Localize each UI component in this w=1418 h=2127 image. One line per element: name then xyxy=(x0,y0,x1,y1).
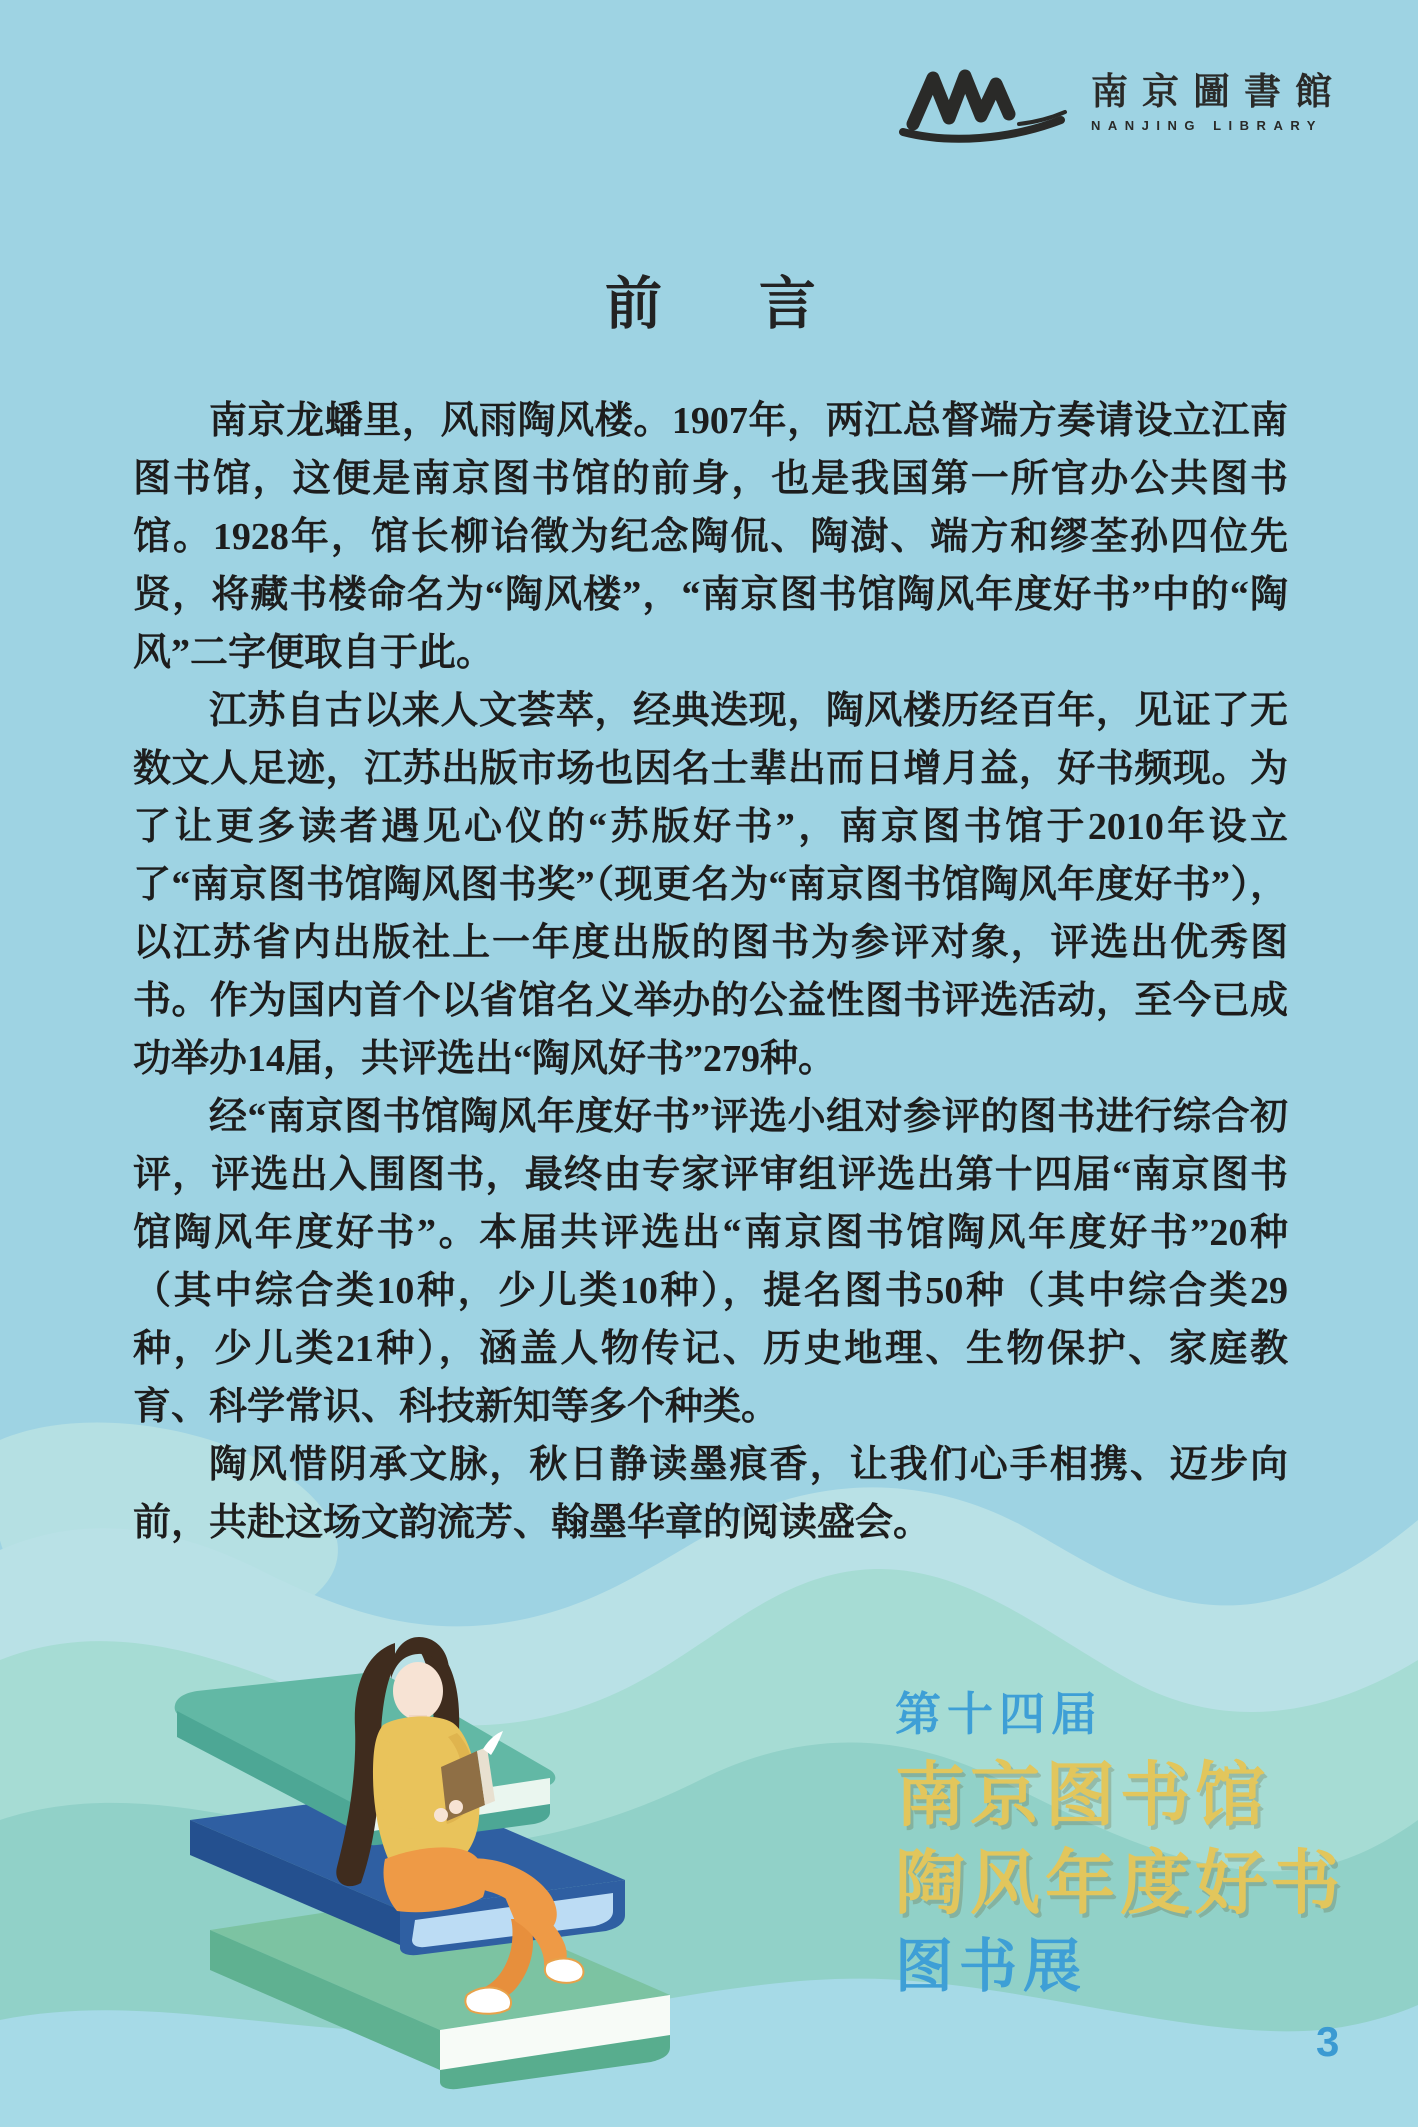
logo-name-cn: 南京圖書館 xyxy=(1091,72,1346,114)
preface-section xyxy=(133,258,1288,1552)
preface-paragraph-4: 陶风惜阴承文脉，秋日静读墨痕香，让我们心手相携、迈步向前，共赴这场文韵流芳、翰墨华章的阅读盛会。 xyxy=(133,1444,1288,1544)
event-name: 陶风年度好书 xyxy=(895,1846,1345,1923)
reading-woman-on-books-illustration xyxy=(85,1565,725,2125)
event-edition: 第十四届 xyxy=(895,1689,1103,1740)
page-number: 3 xyxy=(1316,2018,1340,2065)
page-title: 前 言 xyxy=(605,273,836,336)
brushstroke-icon xyxy=(899,62,1077,144)
nanjing-library-logo xyxy=(899,62,1346,144)
event-organizer: 南京图书馆 xyxy=(895,1758,1270,1835)
preface-paragraph-1: 南京龙蟠里，风雨陶风楼。1907年，两江总督端方奏请设立江南图书馆，这便是南京图书馆的前身，也是我国第一所官办公共图书馆。1928年，馆长柳诒徵为纪念陶侃、陶澍、端方和缪荃孙四位先贤，将藏书楼命名为“陶风楼”，“南京图书馆陶风年度好书”中的“陶风”二字便取自于此。 xyxy=(133,400,1288,674)
event-type: 图书展 xyxy=(895,1934,1088,1999)
logo-name-en: NANJING LIBRARY xyxy=(1091,117,1323,133)
event-title-block xyxy=(895,1689,1345,1999)
preface-paragraph-3: 经“南京图书馆陶风年度好书”评选小组对参评的图书进行综合初评，评选出入围图书，最终由专家评审组评选出第十四届“南京图书馆陶风年度好书”。本届共评选出“南京图书馆陶风年度好书”20种（其中综合类10种，少儿类10种），提名图书50种（其中综合类29种，少儿类21种），涵盖人物传记、历史地理、生物保护、家庭教育、科学常识、科技新知等多个种类。 xyxy=(133,1096,1288,1428)
preface-paragraph-2: 江苏自古以来人文荟萃，经典迭现，陶风楼历经百年，见证了无数文人足迹，江苏出版市场也因名士辈出而日增月益，好书频现。为了让更多读者遇见心仪的“苏版好书”，南京图书馆于2010年设立了“南京图书馆陶风图书奖”（现更名为“南京图书馆陶风年度好书”），以江苏省内出版社上一年度出版的图书为参评对象，评选出优秀图书。作为国内首个以省馆名义举办的公益性图书评选活动，至今已成功举办14届，共评选出“陶风好书”279种。 xyxy=(133,690,1288,1080)
